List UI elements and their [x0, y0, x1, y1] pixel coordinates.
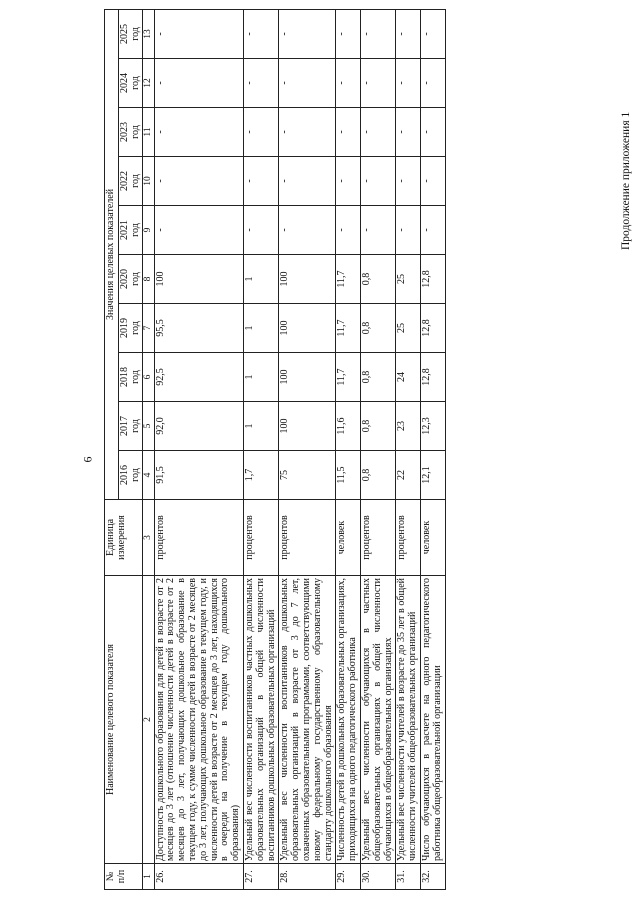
header-unit: Единица измерения — [105, 500, 143, 576]
value-cell: - — [244, 108, 279, 157]
column-index: 7 — [143, 304, 154, 353]
value-cell: 75 — [279, 451, 336, 500]
value-cell: 11,5 — [336, 451, 361, 500]
unit-cell: процентов — [396, 500, 421, 576]
column-index: 3 — [143, 500, 154, 576]
column-index: 11 — [143, 108, 154, 157]
value-cell: 100 — [279, 402, 336, 451]
value-cell: - — [396, 108, 421, 157]
value-cell: - — [396, 9, 421, 58]
table-row — [420, 9, 445, 889]
row-number: 32. — [420, 864, 445, 890]
value-cell: 12,8 — [420, 304, 445, 353]
column-index: 4 — [143, 451, 154, 500]
column-index: 9 — [143, 206, 154, 255]
value-cell: - — [279, 59, 336, 108]
value-cell: 1 — [244, 402, 279, 451]
indicator-name: Удельный вес численности учителей в возрасте до 35 лет в общей численности учителей общеобразовательных организаций — [396, 576, 421, 864]
value-cell: - — [336, 108, 361, 157]
value-cell: 22 — [396, 451, 421, 500]
header-year: 2024 год — [118, 59, 143, 108]
row-number: 28. — [279, 864, 336, 890]
header-year: 2023 год — [118, 108, 143, 157]
indicator-name: Доступность дошкольного образования для детей в возрасте от 2 месяцев до 3 лет (отношение численности детей в возрасте от 2 месяцев до 3 лет, получающих дошкольное образование в текущем году, к сумме численности детей в возрасте от 2 месяцев до 3 лет, получающих дошкольное образование в текущем году, и численности детей в возрасте от 2 месяцев до 3 лет, находящихся в очереди на получение в текущем году дошкольного образования) — [154, 576, 243, 864]
table-row — [396, 9, 421, 889]
value-cell: - — [336, 9, 361, 58]
value-cell: - — [279, 157, 336, 206]
row-number: 30. — [360, 864, 395, 890]
column-index: 10 — [143, 157, 154, 206]
indicator-name: Удельный вес численности обучающихся в частных общеобразовательных организациях в общей численности обучающихся в общеобразовательных организациях — [360, 576, 395, 864]
value-cell: 92,0 — [154, 402, 243, 451]
value-cell: - — [336, 59, 361, 108]
indicator-table-rotated — [104, 10, 624, 890]
value-cell: - — [420, 9, 445, 58]
value-cell: - — [396, 206, 421, 255]
value-cell: - — [420, 157, 445, 206]
value-cell: 11,7 — [336, 304, 361, 353]
table-row — [279, 9, 336, 889]
value-cell: - — [154, 59, 243, 108]
header-year: 2022 год — [118, 157, 143, 206]
value-cell: 100 — [154, 255, 243, 304]
row-number: 27. — [244, 864, 279, 890]
value-cell: 12,8 — [420, 255, 445, 304]
row-number: 31. — [396, 864, 421, 890]
row-number: 26. — [154, 864, 243, 890]
header-year: 2016 год — [118, 451, 143, 500]
value-cell: - — [279, 9, 336, 58]
header-year: 2025 год — [118, 9, 143, 58]
value-cell: 23 — [396, 402, 421, 451]
value-cell: - — [360, 59, 395, 108]
value-cell: - — [420, 59, 445, 108]
header-year: 2018 год — [118, 353, 143, 402]
unit-cell: человек — [336, 500, 361, 576]
header-year: 2019 год — [118, 304, 143, 353]
column-index: 12 — [143, 59, 154, 108]
value-cell: - — [360, 206, 395, 255]
value-cell: 0,8 — [360, 451, 395, 500]
value-cell: - — [244, 9, 279, 58]
value-cell: 91,5 — [154, 451, 243, 500]
unit-cell: процентов — [244, 500, 279, 576]
value-cell: 25 — [396, 304, 421, 353]
indicator-name: Число обучающихся в расчете на одного педагогического работника общеобразовательной организации — [420, 576, 445, 864]
indicator-name: Удельный вес численности воспитанников частных дошкольных образовательных организаций в общей численности воспитанников дошкольных образовательных организаций — [244, 576, 279, 864]
header-values-group: Значения целевых показателей — [105, 9, 119, 499]
value-cell: 11,7 — [336, 353, 361, 402]
indicator-name: Численность детей в дошкольных образовательных организациях, приходящихся на одного педагогического работника — [336, 576, 361, 864]
value-cell: 100 — [279, 304, 336, 353]
value-cell: - — [154, 108, 243, 157]
column-index: 13 — [143, 9, 154, 58]
header-year: 2021 год — [118, 206, 143, 255]
indicator-name: Удельный вес численности воспитанников дошкольных образовательных организаций в возрасте от 3 до 7 лет, охваченных образовательными программами, соответствующими новому федеральному государственному образовательному стандарту дошкольного образования — [279, 576, 336, 864]
value-cell: 0,8 — [360, 353, 395, 402]
column-index: 8 — [143, 255, 154, 304]
value-cell: 95,5 — [154, 304, 243, 353]
row-number: 29. — [336, 864, 361, 890]
value-cell: - — [336, 157, 361, 206]
value-cell: 1 — [244, 304, 279, 353]
unit-cell: процентов — [279, 500, 336, 576]
value-cell: 1,7 — [244, 451, 279, 500]
header-year: 2020 год — [118, 255, 143, 304]
unit-cell: процентов — [360, 500, 395, 576]
value-cell: 0,8 — [360, 255, 395, 304]
value-cell: 12,1 — [420, 451, 445, 500]
continuation-label: Продолжение приложения 1 — [620, 111, 632, 250]
value-cell: - — [244, 206, 279, 255]
value-cell: 25 — [396, 255, 421, 304]
value-cell: 12,3 — [420, 402, 445, 451]
value-cell: 11,7 — [336, 255, 361, 304]
value-cell: 100 — [279, 255, 336, 304]
value-cell: - — [154, 9, 243, 58]
column-index: 1 — [143, 864, 154, 890]
header-year: 2017 год — [118, 402, 143, 451]
value-cell: - — [244, 59, 279, 108]
header-no: № п/п — [105, 864, 143, 890]
value-cell: 100 — [279, 353, 336, 402]
table-row — [360, 9, 395, 889]
value-cell: - — [154, 206, 243, 255]
value-cell: 24 — [396, 353, 421, 402]
table-row — [336, 9, 361, 889]
value-cell: - — [360, 157, 395, 206]
table-row — [154, 9, 243, 889]
value-cell: - — [360, 108, 395, 157]
value-cell: - — [279, 206, 336, 255]
indicator-table — [104, 9, 446, 890]
table-row — [244, 9, 279, 889]
value-cell: - — [420, 108, 445, 157]
value-cell: 11,6 — [336, 402, 361, 451]
value-cell: - — [154, 157, 243, 206]
value-cell: - — [279, 108, 336, 157]
column-index: 5 — [143, 402, 154, 451]
column-index: 2 — [143, 576, 154, 864]
value-cell: - — [396, 59, 421, 108]
unit-cell: человек — [420, 500, 445, 576]
value-cell: - — [360, 9, 395, 58]
header-name: Наименование целевого показателя — [105, 576, 143, 864]
unit-cell: процентов — [154, 500, 243, 576]
value-cell: 0,8 — [360, 402, 395, 451]
value-cell: 92,5 — [154, 353, 243, 402]
value-cell: 0,8 — [360, 304, 395, 353]
value-cell: 12,8 — [420, 353, 445, 402]
value-cell: - — [420, 206, 445, 255]
value-cell: - — [244, 157, 279, 206]
column-index: 6 — [143, 353, 154, 402]
value-cell: 1 — [244, 255, 279, 304]
value-cell: 1 — [244, 353, 279, 402]
page-number: 6 — [80, 456, 95, 463]
value-cell: - — [396, 157, 421, 206]
value-cell: - — [336, 206, 361, 255]
